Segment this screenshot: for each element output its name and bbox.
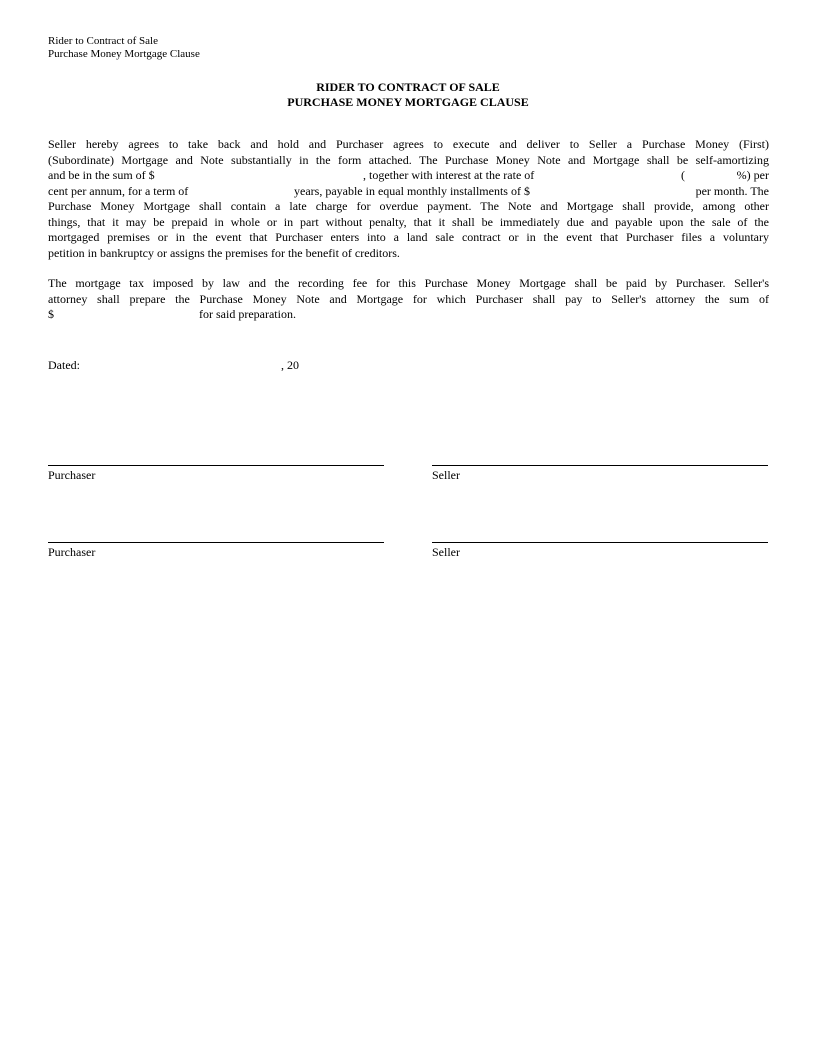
paragraph1-line: Seller hereby agrees to take back and hold and Purchaser agrees to execute and deliver to Seller a Purchase Money (First) xyxy=(48,137,769,151)
rate-percent-label: %) per xyxy=(736,168,769,182)
paragraph1-line xyxy=(48,184,769,200)
paragraph1-line xyxy=(48,168,769,184)
seller-signature-block xyxy=(432,542,768,560)
seller-signature-line xyxy=(432,465,768,466)
seller-signature-line xyxy=(432,542,768,543)
purchaser-signature-line xyxy=(48,465,384,466)
paragraph2-line: attorney shall prepare the Purchase Money Note and Mortgage for which Purchaser shall pay to Seller's attorney the sum of xyxy=(48,291,769,306)
term-label: cent per annum, for a term of xyxy=(48,183,189,198)
attorney-fee-dollar: $ xyxy=(48,307,54,321)
title-line-1: RIDER TO CONTRACT OF SALE xyxy=(316,80,500,94)
title-line-2: PURCHASE MONEY MORTGAGE CLAUSE xyxy=(287,95,529,109)
purchaser-signature-label: Purchaser xyxy=(48,545,96,559)
purchaser-signature-block xyxy=(48,465,384,483)
paragraph2-line xyxy=(48,307,769,323)
paragraph2-line: The mortgage tax imposed by law and the recording fee for this Purchase Money Mortgage shall be paid by Purchaser. Seller's xyxy=(48,276,769,290)
installments-label: years, payable in equal monthly installments of $ xyxy=(294,183,530,198)
sum-label: and be in the sum of $ xyxy=(48,168,155,182)
interest-rate-label: , together with interest at the rate of xyxy=(363,168,535,182)
dated-label: Dated: xyxy=(48,358,80,372)
mortgage-tax-paragraph xyxy=(48,276,769,323)
paragraph1-line: things, that it may be prepaid in whole or in part without penalty, that it shall be immediately due and payable upon the sale of the xyxy=(48,214,769,229)
per-month-label: per month. The xyxy=(695,183,769,198)
purchaser-signature-line xyxy=(48,542,384,543)
dated-year-prefix: , 20 xyxy=(281,358,299,372)
document-header xyxy=(48,35,200,61)
mortgage-terms-paragraph xyxy=(48,137,769,261)
seller-signature-block xyxy=(432,465,768,483)
seller-signature-label: Seller xyxy=(432,468,460,482)
document-title xyxy=(0,80,816,110)
preparation-label: for said preparation. xyxy=(199,307,296,321)
header-line-1: Rider to Contract of Sale xyxy=(48,35,158,47)
header-line-2: Purchase Money Mortgage Clause xyxy=(48,48,200,60)
rate-paren-open: ( xyxy=(681,168,685,182)
purchaser-signature-label: Purchaser xyxy=(48,468,96,482)
paragraph1-line: mortgaged premises or in the event that Purchaser enters into a land sale contract or in the event that Purchaser files a voluntary xyxy=(48,230,769,244)
dated-line xyxy=(48,358,299,373)
purchaser-signature-block xyxy=(48,542,384,560)
seller-signature-label: Seller xyxy=(432,545,460,559)
paragraph1-line: Purchase Money Mortgage shall contain a late charge for overdue payment. The Note and Mortgage shall provide, among other xyxy=(48,199,769,213)
paragraph1-line: (Subordinate) Mortgage and Note substantially in the form attached. The Purchase Money Note and Mortgage shall be self-amortizing xyxy=(48,152,769,167)
paragraph1-line: petition in bankruptcy or assigns the premises for the benefit of creditors. xyxy=(48,245,400,260)
